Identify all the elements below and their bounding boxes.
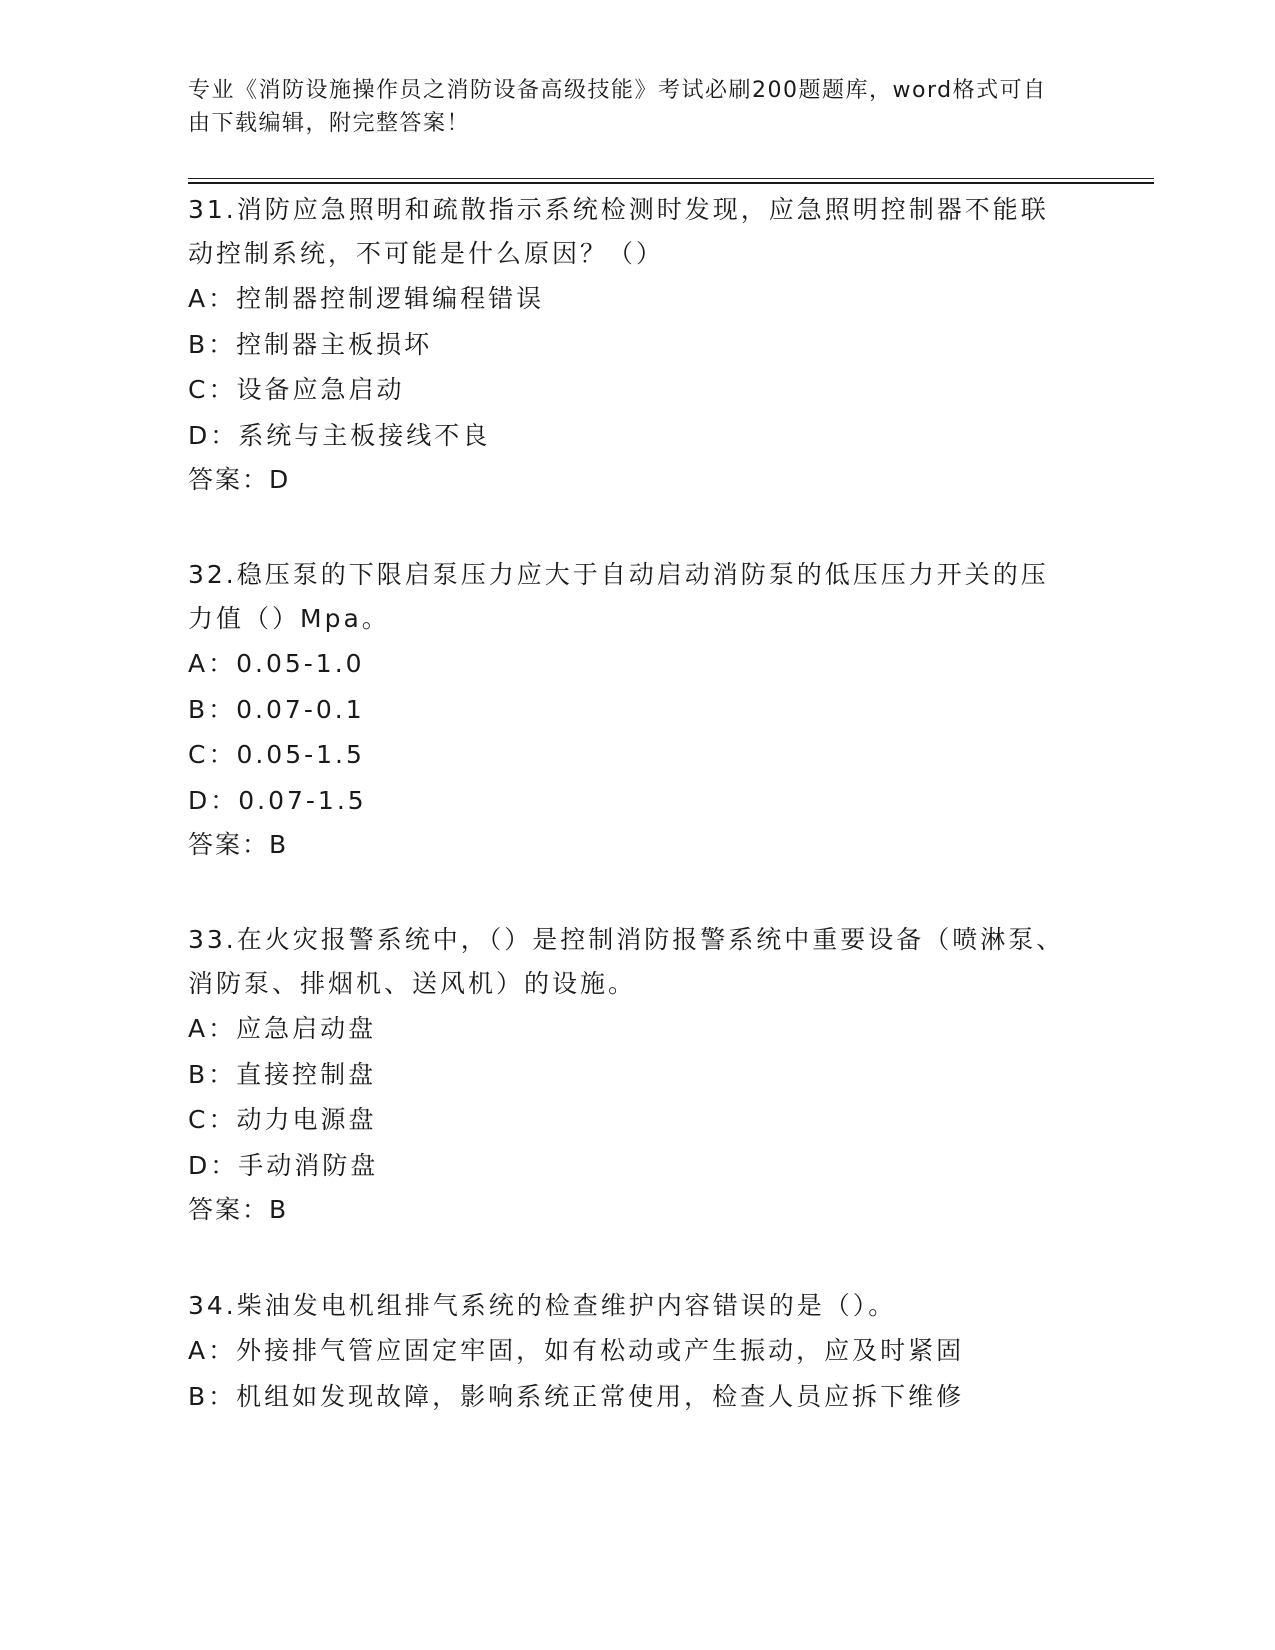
option-a: A：0.05-1.0 — [188, 649, 365, 678]
question-33 — [188, 918, 1088, 1232]
header-divider-thick-line — [188, 182, 1154, 184]
option-b: B：控制器主板损坏 — [188, 329, 433, 359]
option-c: C：动力电源盘 — [188, 1105, 377, 1134]
option-b: B：0.07-0.1 — [188, 694, 365, 724]
option-a: A：控制器控制逻辑编程错误 — [188, 284, 545, 313]
option-d: D：0.07-1.5 — [188, 785, 367, 815]
option-a: A：应急启动盘 — [188, 1014, 377, 1043]
option-d: D：手动消防盘 — [188, 1150, 379, 1180]
option-a: A：外接排气管应固定牢固，如有松动或产生振动，应及时紧固 — [188, 1336, 965, 1365]
question-stem: 33.在火灾报警系统中，（）是控制消防报警系统中重要设备（喷淋泵、消防泵、排烟机、送风机）的设施。 — [188, 925, 1065, 998]
question-31 — [188, 188, 1088, 502]
option-c: C：0.05-1.5 — [188, 740, 365, 769]
answer: 答案：B — [188, 1195, 289, 1224]
header-divider-thin-line — [188, 178, 1154, 179]
question-stem: 31.消防应急照明和疏散指示系统检测时发现，应急照明控制器不能联动控制系统，不可能是什么原因？（） — [188, 195, 1049, 268]
answer: 答案：B — [188, 830, 289, 859]
option-b: B：机组如发现故障，影响系统正常使用，检查人员应拆下维修 — [188, 1381, 965, 1411]
header-divider — [188, 178, 1154, 184]
document-header: 专业《消防设施操作员之消防设备高级技能》考试必刷200题题库，word格式可自由下载编辑，附完整答案！ — [188, 78, 1047, 136]
option-d: D：系统与主板接线不良 — [188, 420, 491, 450]
option-c: C：设备应急启动 — [188, 375, 405, 404]
question-stem: 32.稳压泵的下限启泵压力应大于自动启动消防泵的低压压力开关的压力值（）Mpa。 — [188, 560, 1049, 633]
question-stem: 34.柴油发电机组排气系统的检查维护内容错误的是（）。 — [188, 1291, 897, 1320]
answer: 答案：D — [188, 465, 291, 494]
question-32 — [188, 553, 1088, 867]
option-b: B：直接控制盘 — [188, 1059, 377, 1089]
question-34 — [188, 1284, 1088, 1419]
